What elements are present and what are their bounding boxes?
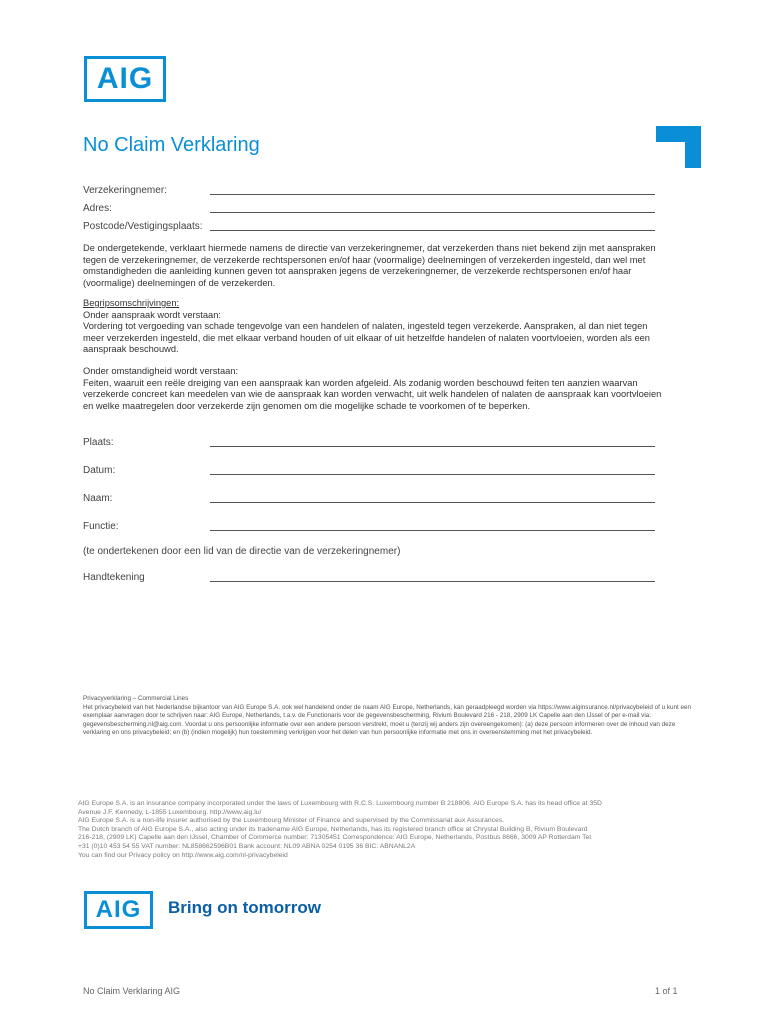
page-title: No Claim Verklaring <box>83 134 260 156</box>
privacy-text: Het privacybeleid van het Nederlandse bijkantoor van AIG Europe S.A. ook wel handelend onder de naam AIG Europe, Netherlands, kan geraadpleegd worden via https://www.aiginsurance.nl/privacybeleid of u kunt een exemplaar aanvragen door te schrijven naar: AIG Europe, Netherlands, t.a.v. de Functionaris voor de gegevensbescherming, Rivium Boulevard 216 - 218, 2909 LK Capelle aan den IJssel of per e-mail via: gegevensbescherming.nl@aig.com. Voordat u ons persoonlijke informatie over een andere persoon verstrekt, moet u (tenzij wij anders zijn overeengekomen): (a) deze persoon informeren over de inhoud van deze verklaring en ons privacybeleid; en (b) (indien mogelijk) hun toestemming verkrijgen voor het delen van hun persoonlijke informatie met ons in overeenstemming met het privacybeleid. <box>83 703 692 737</box>
field-label-datum: Datum: <box>83 465 116 476</box>
corner-mark-icon <box>656 126 701 168</box>
company-line: Avenue J.F. Kennedy, L-1855 Luxembourg. http://www.aig.lu/ <box>78 808 262 816</box>
signature-field[interactable] <box>210 581 655 582</box>
claim-text: Vordering tot vergoeding van schade tengevolge van een handelen of nalaten, ingesteld tegen verzekerde. Aanspraken, al dan niet tegen meer verzekerden ingesteld, die met elkaar verband houden of uit elkaar of uit hetzelfde handelen of nalaten voortvloeien, worden als een aanspraak beschouwd. <box>83 321 650 355</box>
footer-page-number: 1 of 1 <box>655 986 678 996</box>
datum-field[interactable] <box>210 474 655 475</box>
circumstance-block <box>83 366 663 412</box>
company-info <box>78 800 698 860</box>
verzekeringnemer-field[interactable] <box>210 194 655 195</box>
field-label-plaats: Plaats: <box>83 437 114 448</box>
company-line: AIG Europe S.A. is a non-life insurer authorised by the Luxembourg Minister of Finance and supervised by the Commissariat aux Assurances. <box>78 817 505 825</box>
claim-heading: Onder aanspraak wordt verstaan: <box>83 309 221 320</box>
company-line: 216-218, (2909 LK) Capelle aan den IJssel, Chamber of Commerce number: 71305451 Correspondence: AIG Europe, Netherlands, Postbus 8666, 3009 AP Rotterdam Tel. <box>78 834 593 842</box>
circumstance-text: Feiten, waaruit een reële dreiging van een aanspraak kan worden afgeleid. Als zodanig worden beschouwd feiten ten aanzien waarvan verzekerde concreet kan meedelen van wie de aanspraak kan worden verwacht, uit welk handelen of nalaten de aanspraak kan voortvloeien en welke maatregelen door verzekerde zijn genomen om die mogelijke schade te voorkomen of te beperken. <box>83 377 662 411</box>
field-label-adres: Adres: <box>83 203 112 214</box>
intro-paragraph: De ondergetekende, verklaart hiermede namens de directie van verzekeringnemer, dat verzekerden thans niet bekend zijn met aanspraken tegen de verzekeringnemer, de verzekerde rechtspersonen en/of haar (voormalige) deelnemingen of verzekerden ingesteld, dan wel met omstandigheden die aanleiding kunnen geven tot aanspraken jegens de verzekeringnemer, de verzekerde rechtspersonen en/of haar (voormalige) deelnemingen of de verzekerden. <box>83 243 656 288</box>
circumstance-heading: Onder omstandigheid wordt verstaan: <box>83 366 239 376</box>
aig-brand-logo: AIG <box>84 891 153 929</box>
plaats-field[interactable] <box>210 446 655 447</box>
field-label-functie: Functie: <box>83 521 119 532</box>
company-line: AIG Europe S.A. is an insurance company incorporated under the laws of Luxembourg with R.C.S. Luxembourg number B 218806. AIG Europe S.A. has its head office at 35D <box>78 800 602 807</box>
company-line: You can find our Privacy policy on http://www.aig.com/nl-privacybeleid <box>78 851 288 859</box>
adres-field[interactable] <box>210 212 655 213</box>
signature-label: Handtekening <box>83 572 145 583</box>
functie-field[interactable] <box>210 530 655 531</box>
field-label-verzekeringnemer: Verzekeringnemer: <box>83 185 167 196</box>
postcode-field[interactable] <box>210 230 655 231</box>
privacy-block <box>83 695 703 738</box>
sign-note: (te ondertekenen door een lid van de directie van de verzekeringnemer) <box>83 546 401 557</box>
aig-logo: AIG <box>84 56 166 102</box>
brand-slogan: Bring on tomorrow <box>168 898 321 917</box>
definitions-heading: Begripsomschrijvingen: <box>83 298 180 308</box>
company-line: The Dutch branch of AIG Europe S.A., also acting under its tradename AIG Europe, Netherlands, has its registered branch office at Chrystal Building B, Rivium Boulevard <box>78 825 588 833</box>
naam-field[interactable] <box>210 502 655 503</box>
field-label-naam: Naam: <box>83 493 113 504</box>
footer-doc-name: No Claim Verklaring AIG <box>83 986 181 996</box>
definitions-block <box>83 298 663 356</box>
field-label-postcode: Postcode/Vestigingsplaats: <box>83 221 203 232</box>
privacy-heading: Privacyverklaring – Commercial Lines <box>83 695 189 702</box>
company-line: +31 (0)10 453 54 55 VAT number: NL858662596B01 Bank account: NL09 ABNA 0254 0195 36 BIC: ABNANL2A <box>78 842 416 850</box>
